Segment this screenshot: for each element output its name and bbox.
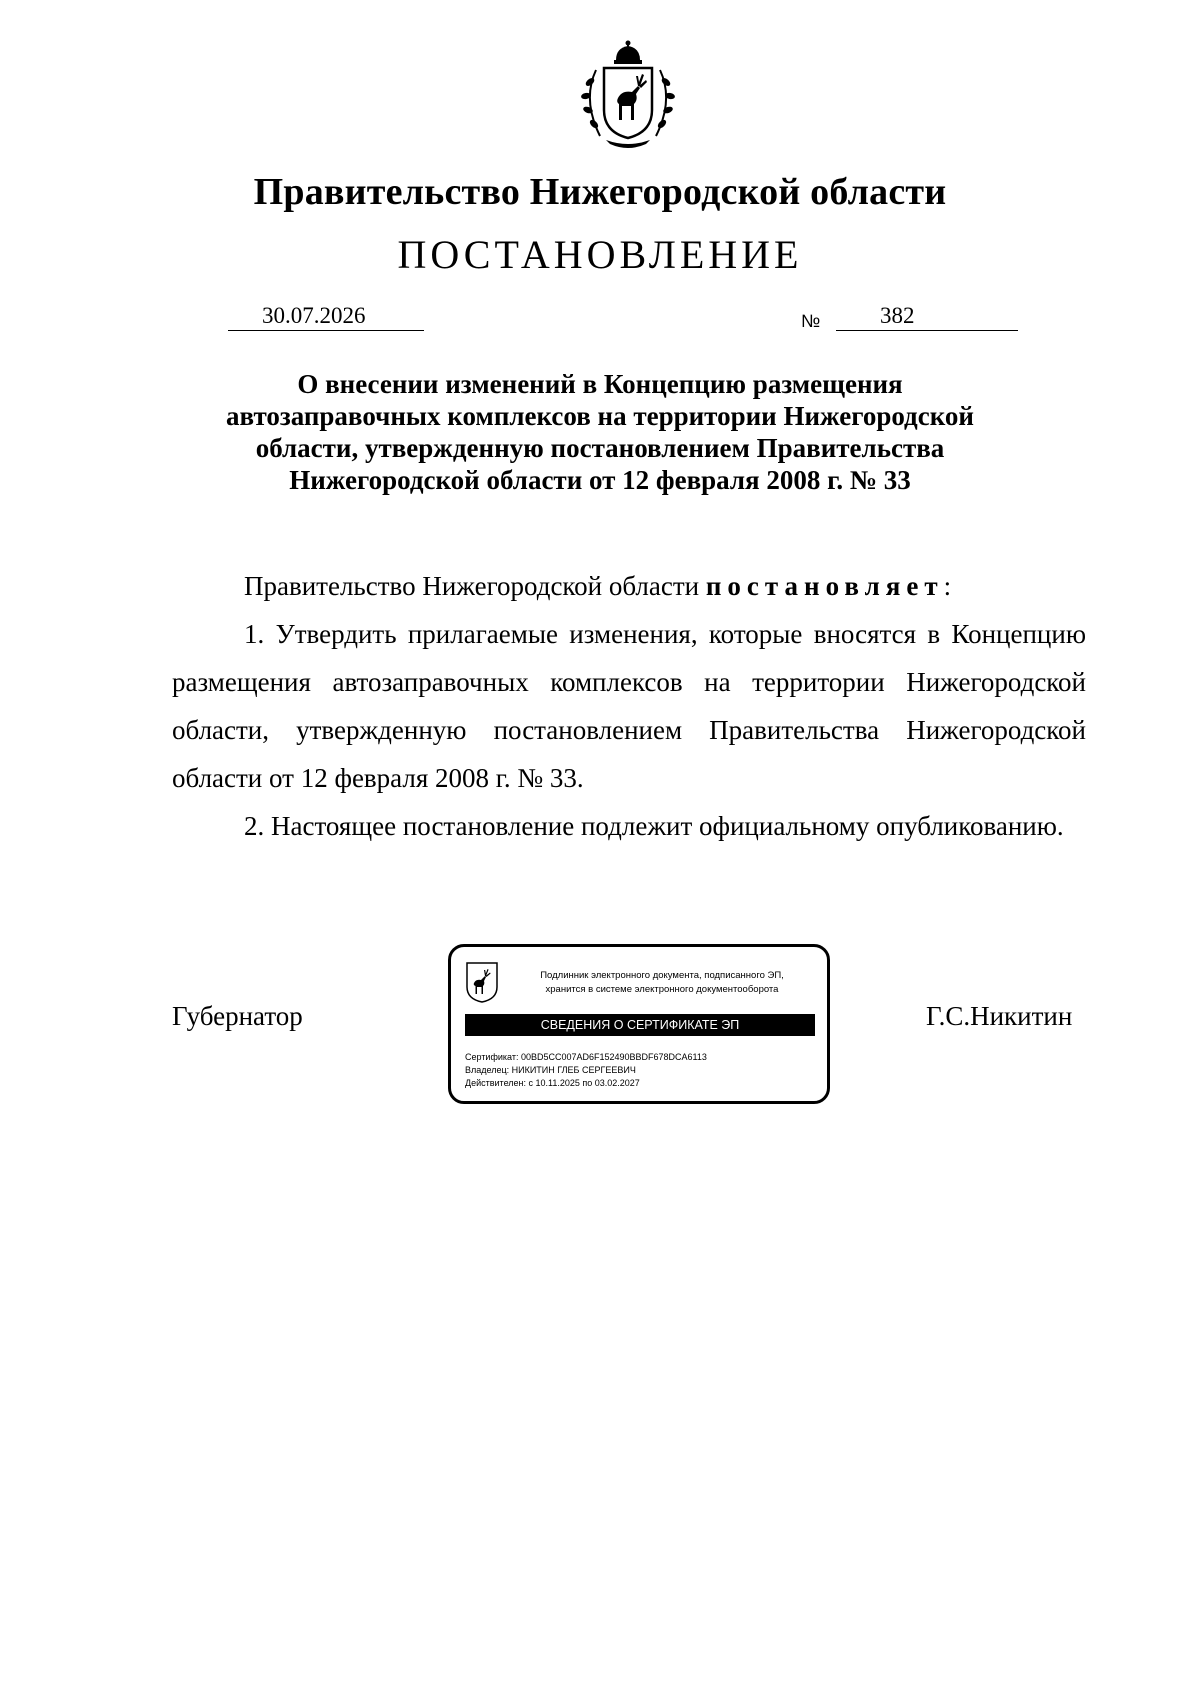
subject-line: области, утвержденную постановлением Правительства bbox=[255, 433, 945, 463]
certificate-owner: Владелец: НИКИТИН ГЛЕБ СЕРГЕЕВИЧ bbox=[465, 1065, 636, 1075]
document-number: 382 bbox=[836, 302, 1018, 331]
document-subject bbox=[200, 368, 1000, 496]
certificate-id: Сертификат: 00BD5CC007AD6F152490BBDF678DCA6113 bbox=[465, 1052, 707, 1062]
signatory-position: Губернатор bbox=[172, 1001, 303, 1031]
stamp-note-line: хранится в системе электронного документооборота bbox=[545, 984, 779, 995]
coat-of-arms-icon bbox=[576, 40, 680, 150]
document-body bbox=[172, 562, 1086, 850]
certificate-validity: Действителен: с 10.11.2025 по 03.02.2027 bbox=[465, 1078, 640, 1088]
stamp-banner: СВЕДЕНИЯ О СЕРТИФИКАТЕ ЭП bbox=[465, 1014, 815, 1036]
document-type: ПОСТАНОВЛЕНИЕ bbox=[397, 232, 803, 277]
stamp-details bbox=[465, 1051, 707, 1090]
document-date: 30.07.2026 bbox=[228, 302, 424, 331]
subject-line: О внесении изменений в Концепцию размещения bbox=[297, 369, 903, 399]
preamble-suffix: : bbox=[943, 571, 952, 601]
preamble-keyword: постановляет bbox=[705, 571, 944, 601]
signatory-name: Г.С.Никитин bbox=[926, 1001, 1073, 1031]
body-item-2: 2. Настоящее постановление подлежит официальному опубликованию. bbox=[244, 811, 1064, 841]
number-label: № bbox=[801, 311, 821, 331]
preamble-prefix: Правительство Нижегородской области bbox=[244, 571, 706, 601]
organization-title: Правительство Нижегородской области bbox=[253, 171, 947, 213]
stamp-note-line: Подлинник электронного документа, подписанного ЭП, bbox=[540, 970, 784, 981]
preamble bbox=[172, 562, 1086, 610]
e-signature-stamp bbox=[448, 944, 830, 1104]
subject-line: Нижегородской области от 12 февраля 2008 г. № 33 bbox=[289, 465, 911, 495]
stamp-note bbox=[507, 969, 817, 997]
subject-line: автозаправочных комплексов на территории Нижегородской bbox=[226, 401, 974, 431]
body-item-1: 1. Утвердить прилагаемые изменения, которые вносятся в Концепцию размещения автозаправочных комплексов на территории Нижегородской области, утвержденную постановлением Правительства Нижегородской области от 12 февраля 2008 г. № 33. bbox=[172, 619, 1086, 793]
deer-emblem-icon bbox=[465, 961, 499, 1003]
